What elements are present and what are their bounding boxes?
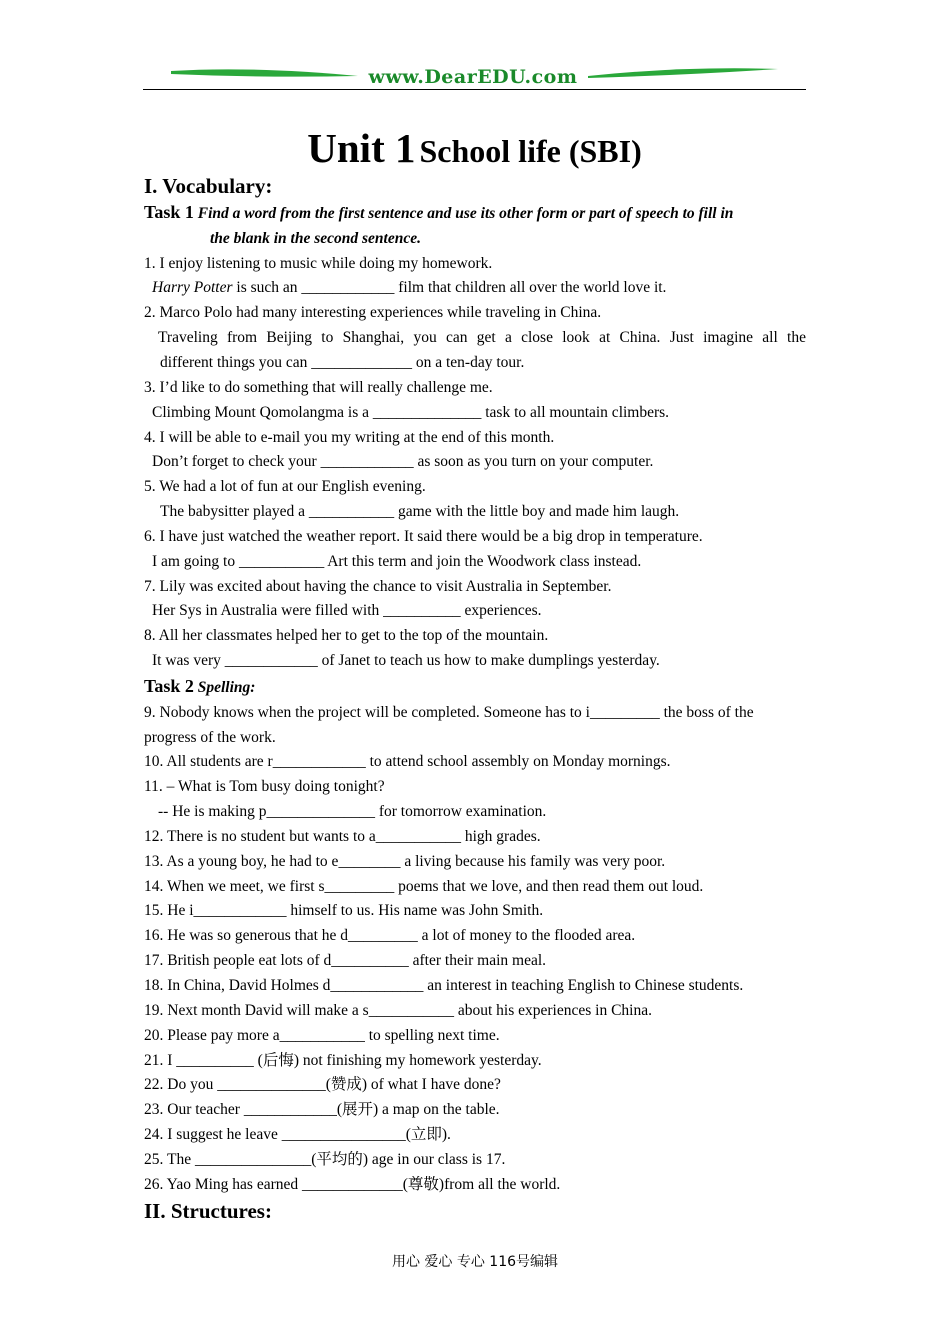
task1-label: Task 1 — [144, 202, 194, 222]
header-rule — [143, 89, 806, 90]
spelling-24: 24. I suggest he leave ________________(立即). — [144, 1126, 451, 1144]
answer-line-7: Her Sys in Australia were filled with __________ experiences. — [152, 602, 542, 620]
spelling-25: 25. The _______________(平均的) age in our class is 17. — [144, 1150, 506, 1168]
spelling-11a: 11. – What is Tom busy doing tonight? — [144, 778, 385, 796]
spelling-9b: progress of the work. — [144, 728, 276, 746]
task1-text-line2: the blank in the second sentence. — [210, 229, 421, 247]
task2-text: Spelling: — [197, 678, 256, 696]
site-url: www.DearEDU.com — [368, 66, 578, 88]
task1-instruction — [144, 200, 806, 252]
question-2: 2. Marco Polo had many interesting experiences while traveling in China. — [144, 304, 602, 322]
spelling-21: 21. I __________ (后悔) not finishing my homework yesterday. — [144, 1051, 542, 1069]
title-unit: Unit 1 — [307, 125, 416, 171]
spelling-22: 22. Do you ______________(赞成) of what I have done? — [144, 1076, 501, 1094]
spelling-18: 18. In China, David Holmes d____________ an interest in teaching English to Chinese students. — [144, 977, 744, 995]
spelling-9a: 9. Nobody knows when the project will be completed. Someone has to i_________ the boss of the — [144, 703, 754, 721]
spelling-23: 23. Our teacher ____________(展开) a map on the table. — [144, 1101, 500, 1119]
spelling-11b: -- He is making p______________ for tomorrow examination. — [158, 803, 547, 821]
question-1: 1. I enjoy listening to music while doing my homework. — [144, 254, 493, 272]
spelling-16: 16. He was so generous that he d_________ a lot of money to the flooded area. — [144, 927, 636, 945]
page-footer: 用心 爱心 专心 116号编辑 — [391, 1254, 559, 1270]
worksheet-body — [144, 173, 806, 1225]
section-structures-heading: II. Structures: — [144, 1198, 272, 1223]
answer-line-5: The babysitter played a ___________ game with the little boy and made him laugh. — [160, 503, 680, 521]
answer-line-2a: Traveling from Beijing to Shanghai, you can get a close look at China. Just imagine all the — [158, 329, 806, 347]
spelling-12: 12. There is no student but wants to a___________ high grades. — [144, 827, 541, 845]
title-sub: School life (SBI) — [419, 133, 642, 169]
question-8: 8. All her classmates helped her to get to the top of the mountain. — [144, 627, 549, 645]
section-vocabulary-heading: I. Vocabulary: — [144, 174, 273, 198]
answer-line-1: Harry Potter is such an ____________ film that children all over the world love it. — [152, 279, 667, 297]
task2-instruction — [144, 674, 806, 701]
question-6: 6. I have just watched the weather report. It said there would be a big drop in temperature. — [144, 527, 703, 545]
task1-text-line1: Find a word from the first sentence and use its other form or part of speech to fill in — [197, 205, 734, 222]
spelling-20: 20. Please pay more a___________ to spelling next time. — [144, 1026, 500, 1044]
question-5: 5. We had a lot of fun at our English evening. — [144, 478, 426, 496]
spelling-26: 26. Yao Ming has earned _____________(尊敬)from all the world. — [144, 1175, 561, 1193]
page-title — [143, 124, 806, 172]
question-7: 7. Lily was excited about having the chance to visit Australia in September. — [144, 577, 612, 595]
book-title: Harry Potter — [152, 279, 233, 297]
question-3: 3. I’d like to do something that will really challenge me. — [144, 378, 493, 396]
spelling-10: 10. All students are r____________ to attend school assembly on Monday mornings. — [144, 753, 671, 771]
task2-label: Task 2 — [144, 675, 194, 696]
site-header — [143, 62, 806, 92]
spelling-17: 17. British people eat lots of d__________ after their main meal. — [144, 952, 547, 970]
spelling-15: 15. He i____________ himself to us. His name was John Smith. — [144, 902, 544, 920]
spelling-14: 14. When we meet, we first s_________ poems that we love, and then read them out loud. — [144, 877, 704, 895]
answer-line-8: It was very ____________ of Janet to teach us how to make dumplings yesterday. — [152, 652, 660, 670]
answer-line-6: I am going to ___________ Art this term and join the Woodwork class instead. — [152, 552, 642, 570]
answer-line-3: Climbing Mount Qomolangma is a ______________ task to all mountain climbers. — [152, 403, 670, 421]
question-4: 4. I will be able to e-mail you my writing at the end of this month. — [144, 428, 555, 446]
answer-line-2b: different things you can _____________ on a ten-day tour. — [160, 353, 525, 371]
answer-line-4: Don’t forget to check your ____________ as soon as you turn on your computer. — [152, 453, 654, 471]
spelling-13: 13. As a young boy, he had to e________ a living because his family was very poor. — [144, 852, 666, 870]
spelling-19: 19. Next month David will make a s___________ about his experiences in China. — [144, 1001, 652, 1019]
